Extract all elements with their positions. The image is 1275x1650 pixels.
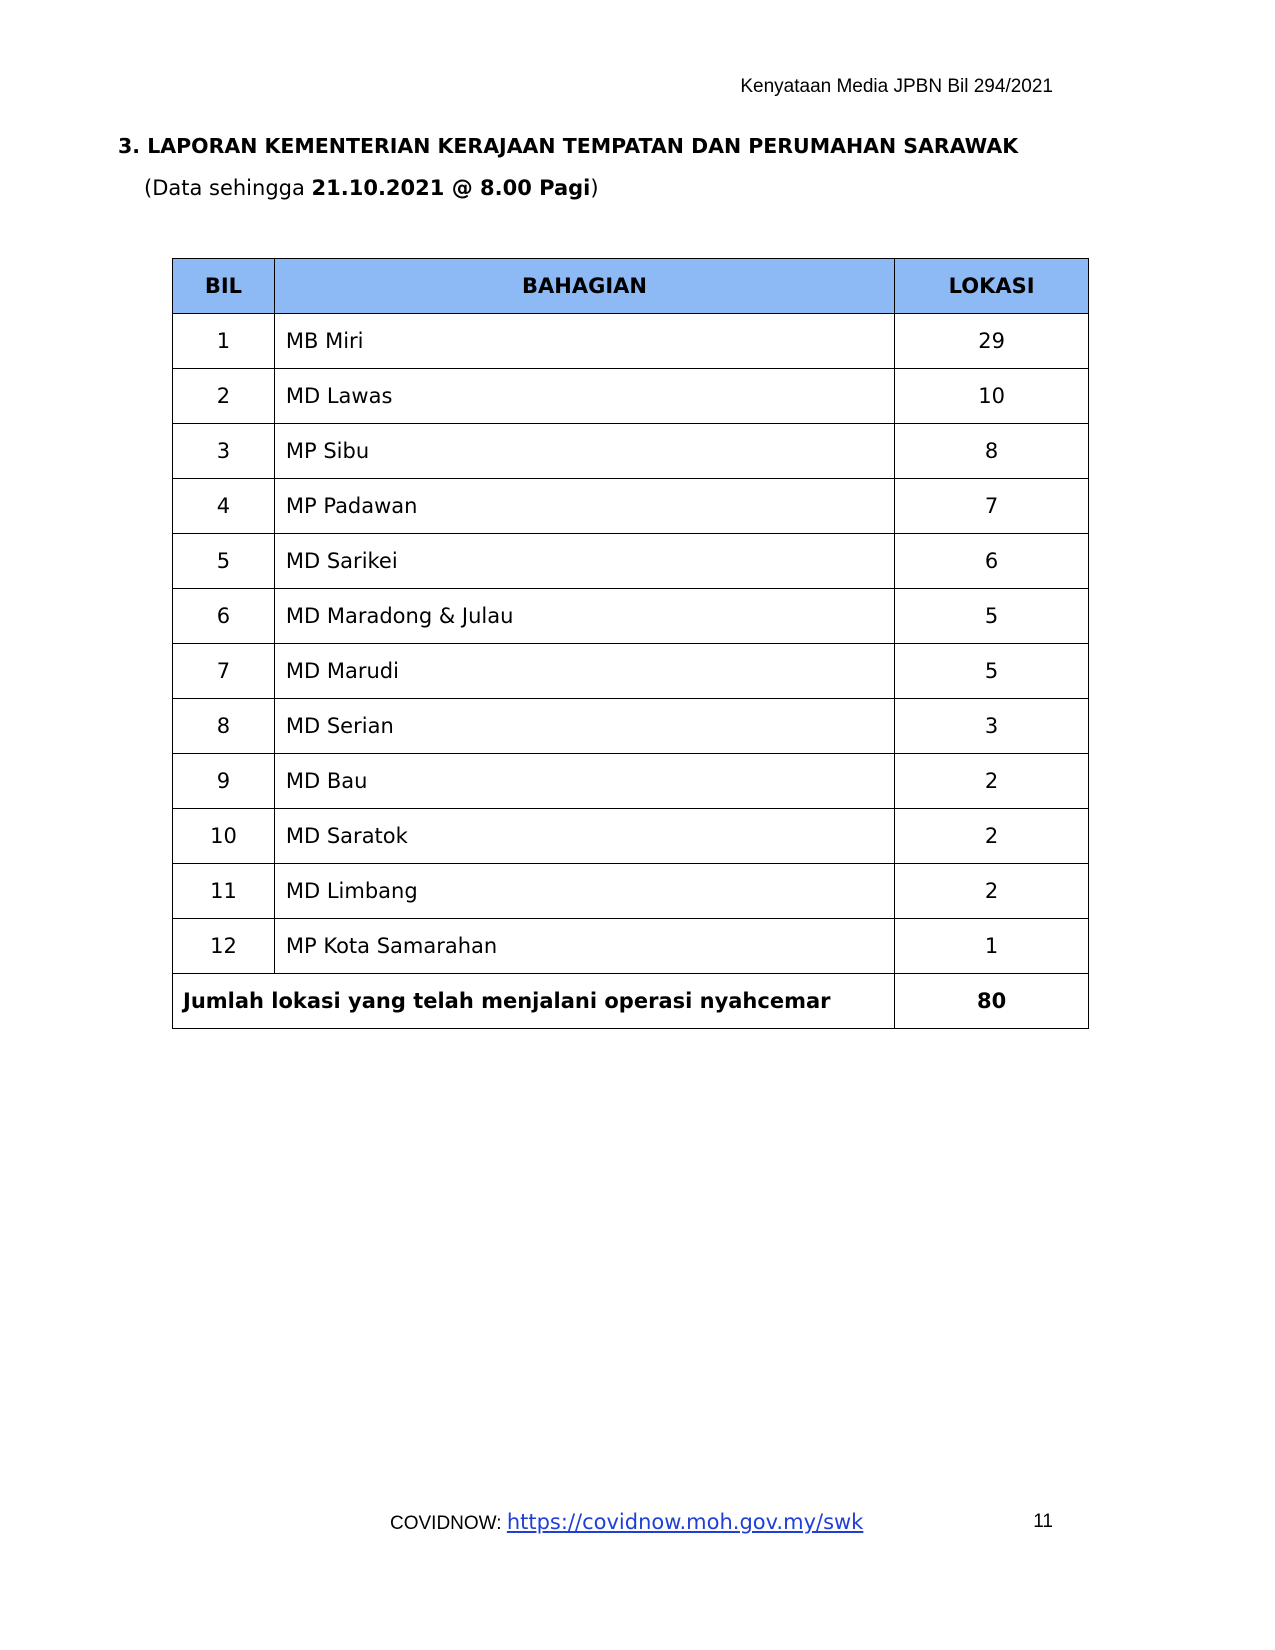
total-row xyxy=(173,974,1089,1029)
cell-bil: 9 xyxy=(173,754,275,809)
cell-lokasi: 6 xyxy=(895,534,1089,589)
cell-lokasi: 3 xyxy=(895,699,1089,754)
cell-lokasi: 8 xyxy=(895,424,1089,479)
table-header-row xyxy=(173,259,1089,314)
table-row xyxy=(173,534,1089,589)
page-number: 11 xyxy=(1033,1511,1053,1532)
cell-bil: 12 xyxy=(173,919,275,974)
cell-bil: 4 xyxy=(173,479,275,534)
cell-bahagian: MB Miri xyxy=(274,314,894,369)
table-row xyxy=(173,369,1089,424)
cell-lokasi: 5 xyxy=(895,644,1089,699)
cell-bil: 10 xyxy=(173,809,275,864)
cell-bahagian: MD Lawas xyxy=(274,369,894,424)
footer xyxy=(390,1510,863,1535)
cell-bil: 5 xyxy=(173,534,275,589)
table-row xyxy=(173,699,1089,754)
cell-bahagian: MP Padawan xyxy=(274,479,894,534)
cell-lokasi: 1 xyxy=(895,919,1089,974)
cell-bahagian: MP Kota Samarahan xyxy=(274,919,894,974)
cell-bahagian: MD Marudi xyxy=(274,644,894,699)
table-row xyxy=(173,809,1089,864)
cell-bil: 3 xyxy=(173,424,275,479)
cell-lokasi: 2 xyxy=(895,809,1089,864)
document-reference: Kenyataan Media JPBN Bil 294/2021 xyxy=(740,76,1053,97)
table-row xyxy=(173,864,1089,919)
table-row xyxy=(173,644,1089,699)
table-row xyxy=(173,314,1089,369)
table-row xyxy=(173,754,1089,809)
total-value: 80 xyxy=(895,974,1089,1029)
cell-bahagian: MD Saratok xyxy=(274,809,894,864)
cell-bil: 11 xyxy=(173,864,275,919)
cell-bahagian: MD Sarikei xyxy=(274,534,894,589)
data-date-prefix: (Data sehingga xyxy=(144,176,312,200)
cell-lokasi: 2 xyxy=(895,864,1089,919)
data-date-value: 21.10.2021 @ 8.00 Pagi xyxy=(311,176,591,200)
section-title: 3. LAPORAN KEMENTERIAN KERAJAAN TEMPATAN DAN PERUMAHAN SARAWAK xyxy=(118,134,1019,158)
cell-lokasi: 29 xyxy=(895,314,1089,369)
total-label: Jumlah lokasi yang telah menjalani operasi nyahcemar xyxy=(173,974,895,1029)
cell-bahagian: MP Sibu xyxy=(274,424,894,479)
cell-lokasi: 7 xyxy=(895,479,1089,534)
table-row xyxy=(173,479,1089,534)
table-body xyxy=(173,314,1089,974)
cell-bil: 6 xyxy=(173,589,275,644)
cell-bil: 2 xyxy=(173,369,275,424)
cell-bil: 1 xyxy=(173,314,275,369)
header-lokasi: LOKASI xyxy=(895,259,1089,314)
cell-lokasi: 5 xyxy=(895,589,1089,644)
data-date-suffix: ) xyxy=(590,176,599,200)
cell-bahagian: MD Maradong & Julau xyxy=(274,589,894,644)
table-row xyxy=(173,919,1089,974)
cell-bil: 7 xyxy=(173,644,275,699)
header-bil: BIL xyxy=(173,259,275,314)
data-date-note xyxy=(144,176,599,200)
location-report-table xyxy=(172,258,1089,1029)
cell-bahagian: MD Limbang xyxy=(274,864,894,919)
covidnow-link[interactable]: https://covidnow.moh.gov.my/swk xyxy=(506,1510,864,1534)
cell-lokasi: 10 xyxy=(895,369,1089,424)
cell-bahagian: MD Bau xyxy=(274,754,894,809)
footer-prefix: COVIDNOW: xyxy=(390,1513,507,1534)
cell-bahagian: MD Serian xyxy=(274,699,894,754)
header-bahagian: BAHAGIAN xyxy=(274,259,894,314)
table-row xyxy=(173,589,1089,644)
table-row xyxy=(173,424,1089,479)
cell-bil: 8 xyxy=(173,699,275,754)
cell-lokasi: 2 xyxy=(895,754,1089,809)
